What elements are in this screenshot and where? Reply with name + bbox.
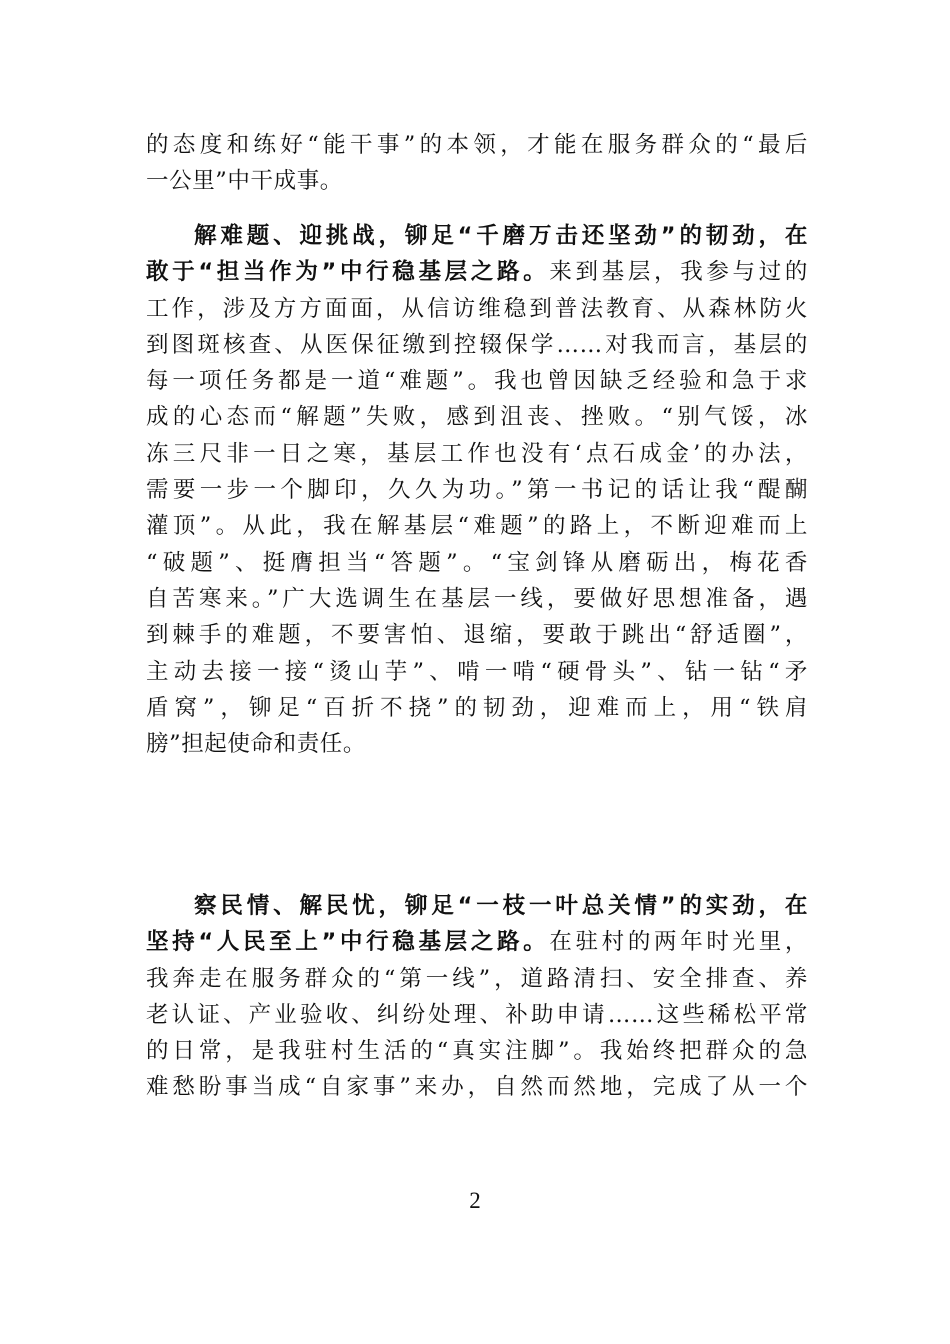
text-line xyxy=(146,997,808,1033)
bold-heading-run: 坚持“人民至上”中行稳基层之路。 xyxy=(146,929,550,956)
text-run: 在驻村的两年时光里， xyxy=(549,929,808,956)
text-line xyxy=(146,888,808,924)
text-run: 每一项任务都是一道“难题”。我也曾因缺乏经验和急于求 xyxy=(146,368,808,395)
text-line xyxy=(146,581,808,617)
text-line xyxy=(146,218,808,254)
text-run: 主动去接一接“烫山芋”、啃一啃“硬骨头”、钻一钻“矛 xyxy=(146,658,808,685)
text-line xyxy=(146,545,808,581)
text-run: 到棘手的难题，不要害怕、退缩，要敢于跳出“舒适圈”， xyxy=(146,622,808,649)
page-number: 2 xyxy=(469,1188,481,1213)
text-line xyxy=(146,363,808,399)
bold-heading-run: 察民情、解民忧，铆足“一枝一叶总关情”的实劲，在 xyxy=(194,893,808,919)
text-run: 老认证、产业验收、纠纷处理、补助申请……这些稀松平常 xyxy=(146,1001,808,1028)
text-line xyxy=(146,617,808,653)
text-line xyxy=(146,726,808,762)
text-run: 成的心态而“解题”失败，感到沮丧、挫败。“别气馁，冰 xyxy=(146,404,808,431)
text-line xyxy=(146,254,808,290)
text-line xyxy=(146,127,808,163)
text-line xyxy=(146,961,808,997)
paragraph-solve-problems xyxy=(146,218,808,762)
bold-heading-run: 敢于“担当作为”中行稳基层之路。 xyxy=(146,259,550,286)
bold-heading-run: 解难题、迎挑战，铆足“千磨万击还坚劲”的韧劲，在 xyxy=(194,223,808,249)
text-run: 来到基层，我参与过的 xyxy=(549,259,808,286)
text-run: 一公里”中干成事。 xyxy=(146,168,343,195)
text-line xyxy=(146,690,808,726)
paragraph-continuation xyxy=(146,127,808,200)
paragraph-people-first xyxy=(146,888,808,1106)
text-run: 的日常，是我驻村生活的“真实注脚”。我始终把群众的急 xyxy=(146,1038,808,1065)
text-line xyxy=(146,1033,808,1069)
text-line xyxy=(146,472,808,508)
text-run: 的态度和练好“能干事”的本领，才能在服务群众的“最后 xyxy=(146,132,808,158)
text-run: “破题”、挺膺担当“答题”。“宝剑锋从磨砺出，梅花香 xyxy=(146,549,808,576)
text-line xyxy=(146,399,808,435)
text-run: 自苦寒来。”广大选调生在基层一线，要做好思想准备，遇 xyxy=(146,585,808,612)
text-run: 到图斑核查、从医保征缴到控辍保学……对我而言，基层的 xyxy=(146,331,808,358)
text-line xyxy=(146,924,808,960)
text-run: 膀”担起使命和责任。 xyxy=(146,731,367,758)
text-run: 难愁盼事当成“自家事”来办，自然而然地，完成了从一个 xyxy=(146,1074,808,1101)
text-line xyxy=(146,654,808,690)
text-run: 盾窝”，铆足“百折不挠”的韧劲，迎难而上，用“铁肩 xyxy=(146,694,808,721)
text-run: 我奔走在服务群众的“第一线”，道路清扫、安全排查、养 xyxy=(146,965,808,992)
text-run: 工作，涉及方方面面，从信访维稳到普法教育、从森林防火 xyxy=(146,295,808,322)
text-run: 灌顶”。从此，我在解基层“难题”的路上，不断迎难而上 xyxy=(146,513,808,540)
text-line xyxy=(146,1069,808,1105)
text-run: 冻三尺非一日之寒，基层工作也没有‘点石成金’的办法， xyxy=(146,440,808,467)
text-line xyxy=(146,291,808,327)
text-line xyxy=(146,163,808,199)
text-line xyxy=(146,436,808,472)
text-line xyxy=(146,327,808,363)
text-line xyxy=(146,508,808,544)
text-run: 需要一步一个脚印，久久为功。”第一书记的话让我“醍醐 xyxy=(146,477,808,504)
